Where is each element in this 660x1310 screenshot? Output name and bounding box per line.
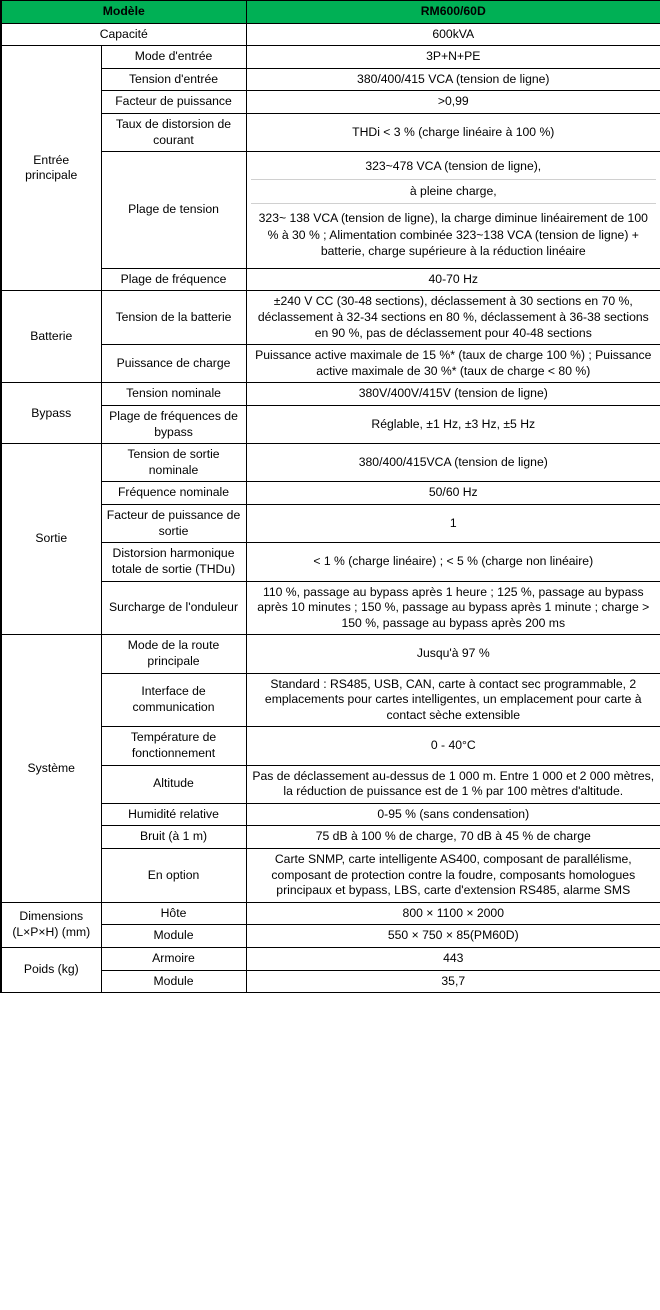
row-value: THDi < 3 % (charge linéaire à 100 %) bbox=[246, 114, 660, 152]
row-label: Plage de tension bbox=[101, 152, 246, 269]
row-value: 75 dB à 100 % de charge, 70 dB à 45 % de charge bbox=[246, 826, 660, 849]
table-row bbox=[1, 444, 660, 482]
row-label: Fréquence nominale bbox=[101, 482, 246, 505]
row-value: Réglable, ±1 Hz, ±3 Hz, ±5 Hz bbox=[246, 406, 660, 444]
row-label: Altitude bbox=[101, 765, 246, 803]
row-label: Module bbox=[101, 970, 246, 993]
row-value: Carte SNMP, carte intelligente AS400, composant de parallélisme, composant de protection contre la foudre, composants homologues principaux et bypass, LBS, carte d'extension RS485, alarme SMS bbox=[246, 849, 660, 903]
section-group-label: Bypass bbox=[1, 383, 101, 444]
row-value bbox=[246, 152, 660, 269]
row-label: Surcharge de l'onduleur bbox=[101, 581, 246, 635]
section-group-label: Système bbox=[1, 635, 101, 903]
table-header-row bbox=[1, 1, 660, 24]
row-label: Tension de la batterie bbox=[101, 291, 246, 345]
row-value: 443 bbox=[246, 948, 660, 971]
row-value-part: 323~ 138 VCA (tension de ligne), la charge diminue linéairement de 100 % à 30 % ; Alimentation combinée 323~138 VCA (tension de ligne) + batterie, charge supérieure à la réduction linéaire bbox=[258, 211, 648, 258]
row-label: Facteur de puissance bbox=[101, 91, 246, 114]
row-value: < 1 % (charge linéaire) ; < 5 % (charge non linéaire) bbox=[246, 543, 660, 581]
section-group-label: Entrée principale bbox=[1, 46, 101, 291]
capacity-row bbox=[1, 23, 660, 46]
row-label: Mode de la route principale bbox=[101, 635, 246, 673]
header-model-value: RM600/60D bbox=[246, 1, 660, 24]
table-row bbox=[1, 902, 660, 925]
table-row bbox=[1, 291, 660, 345]
row-value: ±240 V CC (30-48 sections), déclassement à 30 sections en 70 %, déclassement à 32-34 sections en 80 %, déclassement à 36-38 sections en 90 %, pas de déclassement pour 40-48 sections bbox=[246, 291, 660, 345]
capacity-label: Capacité bbox=[1, 23, 246, 46]
row-label: Température de fonctionnement bbox=[101, 727, 246, 765]
section-group-label: Sortie bbox=[1, 444, 101, 635]
row-label: Tension de sortie nominale bbox=[101, 444, 246, 482]
row-value-part: à pleine charge, bbox=[251, 180, 657, 205]
row-value: 550 × 750 × 85(PM60D) bbox=[246, 925, 660, 948]
table-row bbox=[1, 635, 660, 673]
row-value-part: 323~478 VCA (tension de ligne), bbox=[251, 155, 657, 180]
row-value: 380/400/415VCA (tension de ligne) bbox=[246, 444, 660, 482]
row-value: Jusqu'à 97 % bbox=[246, 635, 660, 673]
row-value: Pas de déclassement au-dessus de 1 000 m. Entre 1 000 et 2 000 mètres, la réduction de puissance est de 1 % par 100 mètres d'altitude. bbox=[246, 765, 660, 803]
row-value: 35,7 bbox=[246, 970, 660, 993]
row-value: >0,99 bbox=[246, 91, 660, 114]
row-value: Puissance active maximale de 15 %* (taux de charge 100 %) ; Puissance active maximale de 30 %* (taux de charge < 80 %) bbox=[246, 345, 660, 383]
row-label: En option bbox=[101, 849, 246, 903]
row-value: 380V/400V/415V (tension de ligne) bbox=[246, 383, 660, 406]
row-value: 40-70 Hz bbox=[246, 268, 660, 291]
row-label: Interface de communication bbox=[101, 673, 246, 727]
row-value: 3P+N+PE bbox=[246, 46, 660, 69]
row-value: 380/400/415 VCA (tension de ligne) bbox=[246, 68, 660, 91]
table-row bbox=[1, 383, 660, 406]
row-label: Bruit (à 1 m) bbox=[101, 826, 246, 849]
row-label: Tension d'entrée bbox=[101, 68, 246, 91]
row-label: Facteur de puissance de sortie bbox=[101, 505, 246, 543]
row-value: 0-95 % (sans condensation) bbox=[246, 803, 660, 826]
row-label: Mode d'entrée bbox=[101, 46, 246, 69]
section-group-label: Poids (kg) bbox=[1, 948, 101, 993]
row-label: Distorsion harmonique totale de sortie (THDu) bbox=[101, 543, 246, 581]
row-label: Plage de fréquence bbox=[101, 268, 246, 291]
row-label: Armoire bbox=[101, 948, 246, 971]
row-value: 50/60 Hz bbox=[246, 482, 660, 505]
section-group-label: Batterie bbox=[1, 291, 101, 383]
row-label: Puissance de charge bbox=[101, 345, 246, 383]
row-value: 0 - 40°C bbox=[246, 727, 660, 765]
row-label: Module bbox=[101, 925, 246, 948]
row-label: Tension nominale bbox=[101, 383, 246, 406]
section-group-label: Dimensions (L×P×H) (mm) bbox=[1, 902, 101, 947]
row-value: 110 %, passage au bypass après 1 heure ; 125 %, passage au bypass après 10 minutes ; 150 %, passage au bypass après 1 minute ; charge > 150 %, passage au bypass après 200 ms bbox=[246, 581, 660, 635]
table-row bbox=[1, 948, 660, 971]
row-value: Standard : RS485, USB, CAN, carte à contact sec programmable, 2 emplacements pour cartes intelligentes, un emplacement pour carte à contact sèche extensible bbox=[246, 673, 660, 727]
header-model-label: Modèle bbox=[1, 1, 246, 24]
row-label: Taux de distorsion de courant bbox=[101, 114, 246, 152]
row-value: 800 × 1100 × 2000 bbox=[246, 902, 660, 925]
table-row bbox=[1, 46, 660, 69]
row-label: Hôte bbox=[101, 902, 246, 925]
row-label: Humidité relative bbox=[101, 803, 246, 826]
table-body bbox=[1, 1, 660, 993]
row-value: 1 bbox=[246, 505, 660, 543]
capacity-value: 600kVA bbox=[246, 23, 660, 46]
row-label: Plage de fréquences de bypass bbox=[101, 406, 246, 444]
